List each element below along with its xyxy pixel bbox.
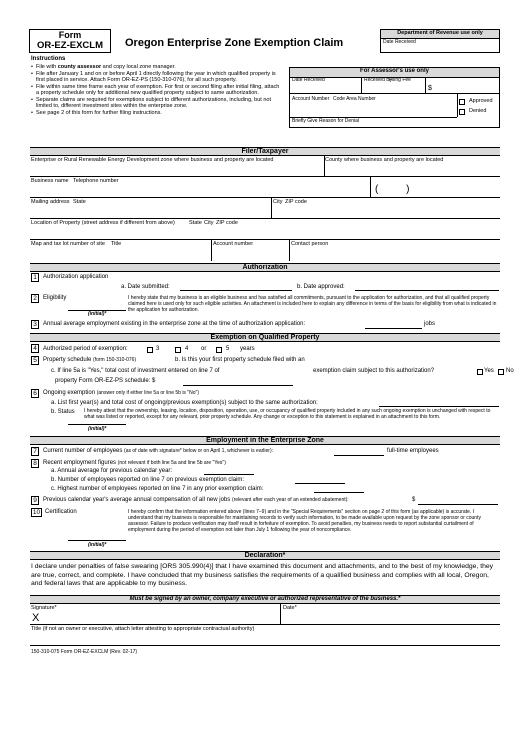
map-lot-label: Map and tax lot number of site bbox=[31, 241, 105, 247]
line-number: 8 bbox=[31, 459, 39, 468]
account-number-label: Account number bbox=[213, 241, 254, 247]
title-field[interactable] bbox=[30, 633, 500, 645]
line8c-label: c. Highest number of employees reported on line 7 in any prior exemption claim: bbox=[51, 486, 264, 492]
date-label: Date* bbox=[283, 605, 297, 611]
line-number: 6 bbox=[31, 389, 39, 398]
date-approved-field[interactable] bbox=[355, 290, 499, 291]
must-sign-note: Must be signed by an owner, company executive or authorized representative of the business.* bbox=[30, 595, 500, 604]
line8b-field[interactable] bbox=[295, 483, 345, 484]
ongoing-exemption-label bbox=[43, 390, 199, 397]
assessor-code-area: Code Area Number bbox=[333, 96, 376, 102]
form-number: OR-EZ-EXCLM bbox=[37, 40, 103, 51]
zip2-label: ZIP code bbox=[216, 220, 238, 226]
assessor-account-number: Account Number bbox=[292, 96, 330, 102]
line6b-label: b. Status bbox=[51, 409, 75, 415]
form-title: Oregon Enterprise Zone Exemption Claim bbox=[125, 37, 344, 49]
line6a-label: a. List first year(s) and total cost of ongoing/previous exemption(s) subject to the same authorization: bbox=[51, 400, 318, 406]
period-5-checkbox[interactable] bbox=[216, 347, 222, 353]
line-number: 1 bbox=[31, 273, 39, 282]
compensation-label bbox=[43, 497, 349, 504]
instruction-item: • File within same time frame each year of exemption. For first or second filing after initial filing, attach a property schedule only for additional new qualified property subject to same authorization. bbox=[31, 84, 283, 97]
current-employees-field[interactable] bbox=[334, 455, 384, 456]
line5c-text: c. If line 5a is "Yes," total cost of investment entered on line 7 of bbox=[51, 368, 220, 374]
declaration-section-heading: Declaration* bbox=[30, 551, 500, 560]
instructions-heading: Instructions bbox=[31, 56, 66, 62]
line-number: 9 bbox=[31, 496, 39, 505]
line5c-text-2: exemption claim subject to this authorization? bbox=[313, 368, 435, 374]
map-lot-field[interactable] bbox=[30, 248, 210, 260]
form-footer-id: 150-310-075 Form OR-EZ-EXCLM (Rev. 02-17) bbox=[31, 649, 138, 655]
compensation-dollar: $ bbox=[412, 497, 416, 503]
instruction-item: • File with county assessor and copy local zone manager. bbox=[31, 64, 283, 71]
line6a-field[interactable] bbox=[379, 406, 499, 407]
property-schedule-text: Property schedule bbox=[43, 357, 92, 363]
city-field[interactable] bbox=[272, 206, 500, 218]
line-number: 5 bbox=[31, 356, 39, 365]
zip-label: ZIP code bbox=[285, 199, 307, 205]
period-4-label: 4 bbox=[185, 346, 189, 352]
annual-employment-label: Annual average employment existing in the enterprise zone at the time of authorization application: bbox=[43, 321, 306, 327]
line8a-label: a. Annual average for previous calendar year: bbox=[51, 468, 173, 474]
property-schedule-label bbox=[43, 357, 136, 364]
compensation-note: (relevant after each year of an extended abatement): bbox=[231, 497, 349, 503]
current-employees-note: (as of date with signature* below or on April 1, whichever is earlier): bbox=[124, 448, 274, 454]
line-number: 3 bbox=[31, 320, 39, 329]
business-name-field[interactable] bbox=[30, 185, 370, 197]
line-number: 10 bbox=[32, 509, 41, 516]
period-3-checkbox[interactable] bbox=[147, 347, 153, 353]
period-3-label: 3 bbox=[156, 346, 160, 352]
location-label: Location of Property (street address if different from above) bbox=[31, 220, 175, 226]
first-schedule-question: b. Is this your first property schedule filed with an bbox=[175, 357, 305, 363]
telephone-label: Telephone number bbox=[73, 178, 119, 184]
current-employees-text: Current number of employees bbox=[43, 448, 123, 454]
line-number: 7 bbox=[31, 447, 39, 456]
yes-checkbox[interactable] bbox=[477, 369, 483, 375]
authorization-application-label: Authorization application bbox=[43, 274, 109, 280]
dor-date-received-label: Date Received bbox=[383, 39, 416, 45]
certification-initial-label: (initial)* bbox=[88, 542, 107, 548]
jobs-label: jobs bbox=[424, 321, 436, 327]
date-submitted-label: a. Date submitted: bbox=[121, 284, 170, 290]
status-initial-label: (initial)* bbox=[88, 426, 107, 432]
title-label: Title bbox=[111, 241, 122, 247]
eligibility-statement: I hereby state that my business is an eligible business and has satisfied all commitments, pursuant to the application for authorization, and that all qualified property claimed here is used only for such eligible activities. An attachment is included here to explain any difference in terms of the basis for eligibility from what is indicated in the application for authorization. bbox=[128, 295, 497, 313]
signature-field[interactable] bbox=[42, 612, 278, 624]
assessor-fee-dollar: $ bbox=[428, 85, 432, 92]
phone-paren: ( ) bbox=[375, 184, 410, 195]
filer-section-heading: Filer/Taxpayer bbox=[30, 147, 500, 156]
date-approved-label: b. Date approved: bbox=[297, 284, 345, 290]
status-initial-field[interactable] bbox=[68, 424, 126, 425]
compensation-text: Previous calendar year's average annual compensation of all new jobs bbox=[43, 497, 231, 503]
dor-use-heading: Department of Revenue use only bbox=[381, 30, 499, 39]
no-checkbox[interactable] bbox=[498, 369, 504, 375]
signature-label: Signature* bbox=[31, 605, 57, 611]
authorization-section-heading: Authorization bbox=[30, 263, 500, 272]
assessor-use-heading: For Assessor's use only bbox=[290, 68, 499, 78]
compensation-field[interactable] bbox=[418, 504, 498, 505]
form-label: Form bbox=[58, 30, 82, 40]
no-label: No bbox=[506, 368, 514, 374]
assessor-received-by: Received By bbox=[364, 77, 393, 83]
total-cost-field[interactable] bbox=[183, 385, 293, 386]
current-employees-label bbox=[43, 448, 273, 455]
ongoing-exemption-text: Ongoing exemption bbox=[43, 390, 96, 396]
date-submitted-field[interactable] bbox=[180, 290, 292, 291]
account-number-field[interactable] bbox=[212, 248, 288, 260]
approved-label: Approved bbox=[469, 98, 493, 104]
zone-field[interactable] bbox=[30, 164, 324, 176]
signature-x: X bbox=[32, 612, 40, 624]
certification-label: Certification bbox=[45, 509, 77, 515]
period-5-label: 5 bbox=[226, 346, 230, 352]
certification-statement: I hereby confirm that the information entered above (lines 7–9) and in the "Special Requirements" section on page 2 of this form (as applicable) is accurate. I understand that my business is responsible for maintaining records to verify such information, to be made available upon request by the zone sponsor or county assessor. Failure to produce verification may itself result in forfeiture of exemption. To avoid penalties, my business needs to report substantial curtailment of employment during the period of exemption not later than July 1 following the year of noncompliance. bbox=[128, 509, 481, 533]
assessor-date-received: Date Received bbox=[292, 77, 325, 83]
assessor-reason: Briefly Give Reason for Denial bbox=[292, 118, 359, 124]
state2-label: State bbox=[189, 220, 202, 226]
eligibility-initial-label: (initial)* bbox=[88, 311, 107, 317]
ongoing-exemption-note: (answer only if either line 5a or line 5b is "No") bbox=[96, 390, 199, 396]
county-field[interactable] bbox=[325, 164, 500, 176]
years-label: years bbox=[240, 346, 255, 352]
county-label: County where business and property are located bbox=[325, 157, 444, 163]
line-number: 2 bbox=[31, 294, 39, 303]
dor-use-box bbox=[380, 29, 500, 53]
employment-section-heading: Employment in the Enterprise Zone bbox=[30, 436, 500, 445]
line5c-schedule-label: property Form OR-EZ-PS schedule: $ bbox=[55, 378, 156, 384]
declaration-text: I declare under penalties of false swearing [ORS 305.990(4)] that I have examined this document and attachments, and to the best of my knowledge, they are true, correct, and complete. I have concluded that my business satisfies the requirements of a qualified business and complies with all local, Oregon, and federal laws that are applicable to my business. bbox=[31, 563, 494, 587]
period-4-checkbox[interactable] bbox=[175, 347, 181, 353]
status-statement: I hereby attest that the ownership, leasing, location, disposition, operation, use, or occupancy of qualified property included in any such ongoing exemption is unchanged with respect to what was listed or reported, except for any relevant, prior property schedule. Any change or exception to this statement is explained in an attachment to this form. bbox=[84, 408, 491, 420]
location-field[interactable] bbox=[30, 227, 500, 239]
recent-employment-text: Recent employment figures bbox=[43, 460, 117, 466]
property-schedule-form: (form 150-310-076) bbox=[93, 357, 137, 363]
state-label: State bbox=[73, 199, 86, 205]
line8a-field[interactable] bbox=[204, 474, 254, 475]
contact-person-label: Contact person bbox=[291, 241, 329, 247]
eligibility-label: Eligibility bbox=[43, 295, 67, 301]
title-note: Title (if not an owner or executive, attach letter attesting to appropriate contractual authority) bbox=[31, 626, 255, 632]
line-number: 4 bbox=[31, 344, 39, 353]
certification-initial-field[interactable] bbox=[68, 540, 126, 541]
business-name-label: Business name bbox=[31, 178, 69, 184]
date-field[interactable] bbox=[282, 612, 500, 624]
mailing-address-label: Mailing address bbox=[31, 199, 70, 205]
assessor-filing-fee: Filing Fee bbox=[389, 77, 411, 83]
exemption-section-heading: Exemption on Qualified Property bbox=[30, 333, 500, 342]
recent-employment-note: (not relevant if both line 5a and line 5b are "Yes") bbox=[117, 460, 226, 466]
instructions-list bbox=[31, 64, 283, 116]
full-time-label: full-time employees bbox=[387, 448, 439, 454]
annual-employment-field[interactable] bbox=[365, 328, 422, 329]
instruction-item: • File after January 1 and on or before April 1 directly following the year in which qualified property is first placed in service. Attach Form OR-EZ-PS (150-310-076), for all such property. bbox=[31, 71, 283, 84]
zone-label: Enterprise or Rural Renewable Energy Development zone where business and property are located bbox=[31, 157, 274, 163]
denied-checkbox[interactable] bbox=[459, 109, 465, 115]
denied-label: Denied bbox=[469, 108, 487, 114]
line8c-field[interactable] bbox=[314, 492, 364, 493]
instruction-item: • Separate claims are required for exemptions subject to different authorizations, including, but not limited to, different investment sites within the enterprise zone. bbox=[31, 97, 283, 110]
line8b-label: b. Number of employees reported on line 7 on previous exemption claim: bbox=[51, 477, 245, 483]
authorized-period-label: Authorized period of exemption: bbox=[43, 346, 128, 352]
recent-employment-label bbox=[43, 460, 226, 467]
instruction-item: • See page 2 of this form for further filing instructions. bbox=[31, 110, 283, 117]
city2-label: City bbox=[204, 220, 214, 226]
yes-label: Yes bbox=[484, 368, 494, 374]
approved-checkbox[interactable] bbox=[459, 99, 465, 105]
city-label: City bbox=[273, 199, 283, 205]
form-number-box bbox=[29, 29, 111, 53]
mailing-address-field[interactable] bbox=[30, 206, 270, 218]
contact-person-field[interactable] bbox=[290, 248, 500, 260]
or-label: or bbox=[201, 346, 207, 352]
